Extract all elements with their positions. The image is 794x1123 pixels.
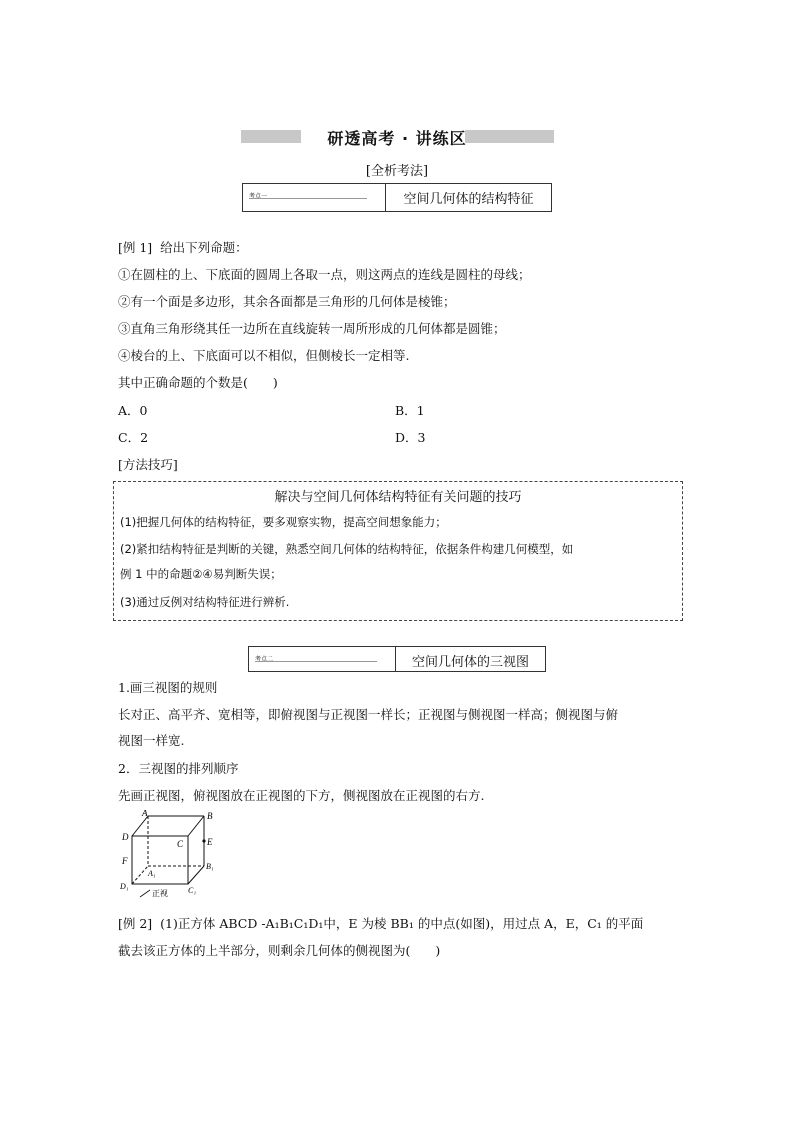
option-b: B．1 bbox=[395, 403, 425, 418]
section-subtitle: [全析考法] bbox=[365, 164, 429, 179]
example-2-line: 截去该正方体的上半部分，则剩余几何体的侧视图为( ) bbox=[118, 943, 441, 958]
option-c: C．2 bbox=[118, 430, 149, 445]
kaodian-2-box bbox=[248, 646, 546, 672]
label-A1: A₁ bbox=[148, 869, 156, 878]
label-E: E bbox=[207, 837, 213, 847]
label-D1: D₁ bbox=[120, 882, 129, 891]
example-1-item: ②有一个面是多边形，其余各面都是三角形的几何体是棱锥； bbox=[118, 294, 456, 309]
label-F: F bbox=[122, 856, 128, 866]
method-line: 例 1 中的命题②④易判断失误； bbox=[120, 567, 282, 581]
method-heading: 解决与空间几何体结构特征有关问题的技巧 bbox=[274, 490, 522, 505]
label-A: A bbox=[142, 810, 148, 818]
section-1-heading: 1.画三视图的规则 bbox=[118, 680, 218, 695]
label-B: B bbox=[207, 811, 213, 821]
label-B1: B₁ bbox=[206, 862, 214, 871]
section-1-text: 视图一样宽. bbox=[118, 733, 185, 748]
example-1-item: ③直角三角形绕其任一边所在直线旋转一周所形成的几何体都是圆锥； bbox=[118, 321, 506, 336]
method-tip-box bbox=[113, 481, 683, 621]
option-a: A．0 bbox=[118, 403, 148, 418]
kaodian-1-tag: 考点一 bbox=[249, 193, 268, 200]
example-1-stem: [例 1] 给出下列命题： bbox=[118, 240, 248, 255]
method-line: (1)把握几何体的结构特征，要多观察实物，提高空间想象能力； bbox=[120, 515, 447, 529]
method-label: [方法技巧] bbox=[118, 457, 178, 472]
label-C1: C₁ bbox=[188, 886, 197, 895]
example-1-item: ①在圆柱的上、下底面的圆周上各取一点，则这两点的连线是圆柱的母线； bbox=[118, 267, 531, 282]
method-line: (2)紧扣结构特征是判断的关键，熟悉空间几何体的结构特征，依据条件构建几何模型，如 bbox=[120, 542, 574, 556]
section-1-text: 长对正、高平齐、宽相等，即俯视图与正视图一样长；正视图与侧视图一样高；侧视图与俯 bbox=[118, 707, 619, 722]
section-title: 研透高考 · 讲练区 bbox=[327, 129, 467, 148]
example-2-line: [例 2] (1)正方体 ABCD -A₁B₁C₁D₁中，E 为棱 BB₁ 的中点(如图)，用过点 A，E，C₁ 的平面 bbox=[118, 916, 644, 931]
method-line: (3)通过反例对结构特征进行辨析. bbox=[120, 595, 290, 609]
kaodian-1-title: 空间几何体的结构特征 bbox=[403, 192, 534, 207]
example-1-question: 其中正确命题的个数是( ) bbox=[118, 375, 278, 390]
section-2-heading: 2．三视图的排列顺序 bbox=[118, 761, 239, 776]
section-2-text: 先画正视图，俯视图放在正视图的下方，侧视图放在正视图的右方. bbox=[118, 788, 485, 803]
kaodian-2-tag: 考点二 bbox=[255, 656, 274, 663]
cube-figure bbox=[116, 810, 226, 898]
label-C: C bbox=[177, 839, 184, 849]
kaodian-1-box bbox=[242, 183, 552, 212]
kaodian-2-title: 空间几何体的三视图 bbox=[411, 655, 529, 670]
option-d: D．3 bbox=[395, 430, 426, 445]
example-1-item: ④棱台的上、下底面可以不相似，但侧棱长一定相等. bbox=[118, 348, 410, 363]
view-label: 正视 bbox=[152, 889, 168, 898]
label-D: D bbox=[122, 832, 129, 842]
